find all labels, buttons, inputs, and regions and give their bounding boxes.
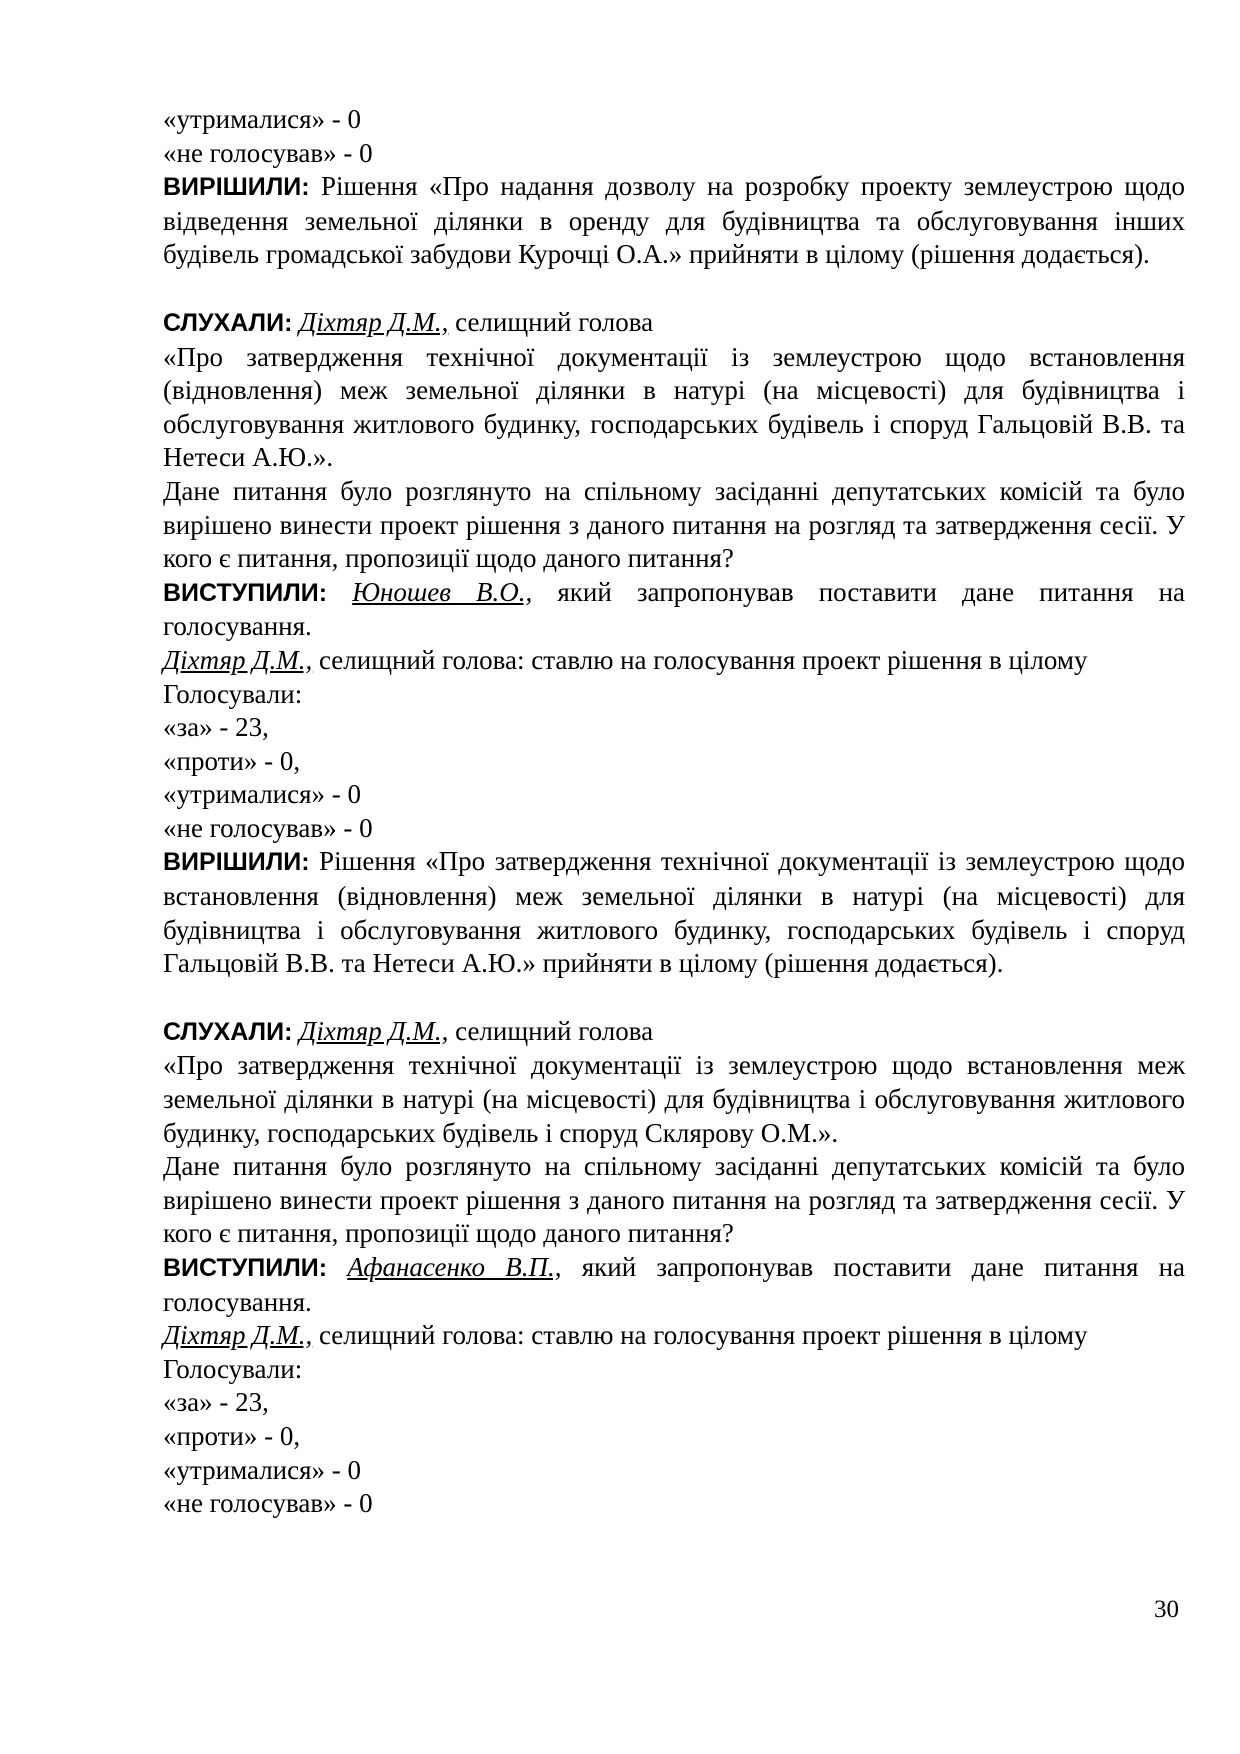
chair-line xyxy=(163,644,1185,678)
vote-for: «за» - 23, xyxy=(163,1387,269,1418)
heard-line xyxy=(163,306,1185,341)
vote-none: «не голосував» - 0 xyxy=(163,137,373,168)
discussion-paragraph: Дане питання було розглянуто на спільному засіданні депутатських комісій та було вирішено винести проект рішення з даного питання на розгляд та затвердження сесії. У кого є питання, пропозиції щодо даного питання? xyxy=(163,1151,1185,1249)
vote-against: «проти» - 0, xyxy=(163,1420,301,1451)
spoke-paragraph xyxy=(163,1251,1185,1319)
spoke-person: Юношев В.О., xyxy=(352,576,533,607)
discussion-paragraph: Дане питання було розглянуто на спільному засіданні депутатських комісій та було вирішено винести проект рішення з даного питання на розгляд та затвердження сесії. У кого є питання, пропозиції щодо даного питання? xyxy=(163,475,1185,574)
voted-label: Голосували: xyxy=(163,678,303,709)
spoke-label: ВИСТУПИЛИ: xyxy=(163,578,328,607)
spoke-paragraph xyxy=(163,576,1185,644)
heard-person: Діхтяр Д.М., xyxy=(299,306,449,337)
vote-none: «не голосував» - 0 xyxy=(163,1488,373,1519)
vote-abstain: «утрималися» - 0 xyxy=(163,1454,362,1485)
spoke-text: який запропонував поставити дане питання на голосування. xyxy=(163,576,1186,642)
chair-text: селищний голова: ставлю на голосування проект рішення в цілому xyxy=(318,644,1088,675)
decision-paragraph xyxy=(163,845,1185,980)
spoke-label: ВИСТУПИЛИ: xyxy=(163,1254,328,1282)
topic-paragraph: «Про затвердження технічної документації із землеустрою щодо встановлення (відновлення) меж земельної ділянки в натурі (на місцевості) для будівництва і обслуговування житлового будинку, господарських будівель і споруд Гальцовій В.В. та Нетеси А.Ю.». xyxy=(163,341,1185,473)
decided-label: ВИРІШИЛИ: xyxy=(163,848,310,877)
decided-label: ВИРІШИЛИ: xyxy=(163,173,310,202)
vote-for: «за» - 23, xyxy=(163,712,269,743)
vote-abstain: «утрималися» - 0 xyxy=(163,104,362,134)
vote-abstain: «утрималися» - 0 xyxy=(163,779,362,810)
heard-line xyxy=(163,1015,1185,1050)
chair-line xyxy=(163,1319,1185,1353)
page-content xyxy=(163,103,1185,1521)
topic-paragraph: «Про затвердження технічної документації із землеустрою щодо встановлення меж земельної ділянки в натурі (на місцевості) для будівництва і обслуговування житлового будинку, господарських будівель і споруд Склярову О.М.». xyxy=(163,1050,1185,1148)
vote-against: «проти» - 0, xyxy=(163,745,301,776)
heard-label: СЛУХАЛИ: xyxy=(163,308,293,337)
heard-label: СЛУХАЛИ: xyxy=(163,1017,293,1046)
decision-paragraph xyxy=(163,170,1185,272)
page-number: 30 xyxy=(1154,1596,1179,1623)
heard-role: селищний голова xyxy=(455,1015,654,1046)
heard-person: Діхтяр Д.М., xyxy=(299,1015,449,1046)
heard-role: селищний голова xyxy=(455,306,654,337)
chair-person: Діхтяр Д.М., xyxy=(163,1320,313,1351)
decided-text: Рішення «Про затвердження технічної документації із землеустрою щодо встановлення (відновлення) меж земельної ділянки в натурі (на місцевості) для будівництва і обслуговування житлового будинку, господарських будівель і споруд Гальцовій В.В. та Нетеси А.Ю.» прийняти в цілому (рішення додається). xyxy=(163,846,1186,979)
spoke-person: Афанасенко В.П., xyxy=(347,1252,562,1282)
spoke-text: який запропонував поставити дане питання на голосування. xyxy=(163,1252,1186,1317)
decided-text: Рішення «Про надання дозволу на розробку проекту землеустрою щодо відведення земельної ділянки в оренду для будівництва та обслуговування інших будівель громадської забудови Курочці О.А.» прийняти в цілому (рішення додається). xyxy=(163,171,1186,270)
vote-none: «не голосував» - 0 xyxy=(163,812,373,843)
chair-text: селищний голова: ставлю на голосування проект рішення в цілому xyxy=(318,1320,1088,1351)
voted-label: Голосували: xyxy=(163,1353,303,1384)
chair-person: Діхтяр Д.М., xyxy=(163,644,313,675)
